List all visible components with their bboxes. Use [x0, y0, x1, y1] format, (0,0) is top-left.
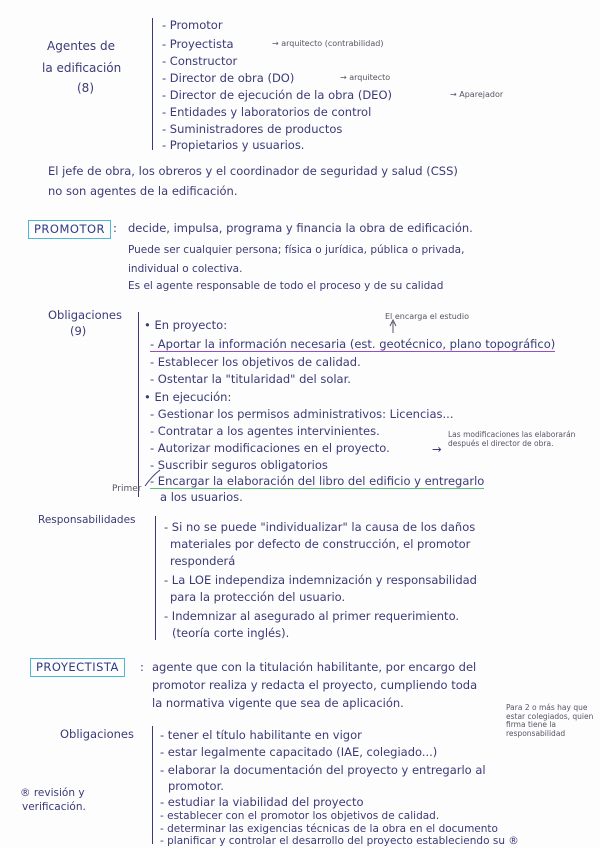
proy-oblig-item: promotor. [168, 779, 224, 793]
encarga-note: El encarga el estudio [385, 312, 469, 321]
resp-line: - La LOE independiza indemnización y responsabilidad [164, 573, 477, 587]
agente-item: - Entidades y laboratorios de control [162, 105, 372, 119]
agentes-title-1: Agentes de [47, 39, 115, 53]
proyectista-line: promotor realiza y redacta el proyecto, cumpliendo toda [152, 678, 478, 692]
proy-oblig-item: - planificar y controlar el desarrollo del proyecto estableciendo su ® [160, 835, 519, 847]
agente-item: - Proyectista [162, 37, 234, 51]
agentes-note-1: El jefe de obra, los obreros y el coordinador de seguridad y salud (CSS) [48, 164, 458, 178]
proyectista-line: agente que con la titulación habilitante, por encargo del [152, 660, 477, 674]
resp-line: para la protección del usuario. [170, 590, 346, 604]
agentes-title-2: la edificación [42, 61, 122, 75]
proy-oblig-item: - elaborar la documentación del proyecto y entregarlo al [160, 763, 486, 777]
ejecucion-item: - Contratar a los agentes intervinientes. [150, 424, 380, 438]
agente-note: → arquitecto (contrabilidad) [272, 39, 384, 48]
proyecto-item: - Establecer los objetivos de calidad. [150, 355, 361, 369]
agente-note: → arquitecto [340, 73, 391, 82]
ejecucion-item: - Encargar la elaboración del libro del edificio y entregarlo [150, 474, 485, 488]
promotor-line: Puede ser cualquier persona; física o jurídica, pública o privada, [128, 244, 465, 256]
proyecto-item: - Ostentar la "titularidad" del solar. [150, 372, 351, 386]
ejecucion-item: - Autorizar modificaciones en el proyecto. [150, 441, 390, 455]
obligaciones-brace [138, 312, 139, 497]
primer-note: Primer [112, 484, 142, 494]
colegiados-note: Para 2 o más hay que estar colegiados, quien firma tiene la responsabilidad [506, 703, 594, 738]
responsabilidades-brace [155, 516, 156, 640]
agente-item: - Director de obra (DO) [162, 71, 295, 85]
agente-note: → Aparejador [450, 90, 504, 99]
proyectista-line: la normativa vigente que sea de aplicación. [152, 696, 404, 710]
resp-line: - Si no se puede "individualizar" la causa de los daños [164, 520, 476, 534]
agente-item: - Suministradores de productos [162, 122, 343, 136]
mod-arrow: → [432, 442, 442, 456]
resp-line: (teoría corte inglés). [172, 626, 290, 640]
proyectista-label: PROYECTISTA [30, 658, 125, 677]
revision-note-2: verificación. [22, 801, 86, 813]
ejecucion-head: • En ejecución: [144, 390, 232, 404]
proy-oblig-item: - tener el título habilitante en vigor [160, 728, 362, 742]
responsabilidades-title: Responsabilidades [38, 514, 136, 526]
agentes-brace [152, 18, 153, 150]
obligaciones-count: (9) [70, 324, 87, 338]
resp-line: materiales por defecto de construcción, el promotor [170, 537, 471, 551]
proy-obligaciones-brace [152, 726, 153, 844]
promotor-line: decide, impulsa, programa y financia la obra de edificación. [128, 221, 473, 235]
modificaciones-note: Las modificaciones las elaborarán después el director de obra. [448, 430, 576, 448]
promotor-line: individual o colectiva. [128, 263, 243, 275]
ejecucion-item: - Suscribir seguros obligatorios [150, 458, 328, 472]
revision-note-1: ® revisión y [20, 787, 85, 799]
ejecucion-item: - Gestionar los permisos administrativos: Licencias... [150, 407, 454, 421]
proy-obligaciones-title: Obligaciones [60, 727, 134, 741]
resp-line: - Indemnizar al asegurado al primer requerimiento. [164, 609, 460, 623]
agente-item: - Constructor [162, 54, 238, 68]
resp-line: responderá [170, 554, 236, 568]
promotor-colon: : [113, 221, 117, 235]
obligaciones-title: Obligaciones [48, 308, 122, 322]
agente-item: - Director de ejecución de la obra (DEO) [162, 88, 392, 102]
proy-oblig-item: - estudiar la viabilidad del proyecto [160, 795, 364, 809]
agente-item: - Propietarios y usuarios. [162, 138, 305, 152]
agente-item: - Promotor [162, 18, 223, 32]
proyectista-colon: : [140, 660, 144, 674]
promotor-label: PROMOTOR [28, 220, 111, 239]
ejecucion-item: a los usuarios. [160, 490, 243, 504]
proy-oblig-item: - establecer con el promotor los objetivos de calidad. [160, 810, 440, 822]
agentes-note-2: no son agentes de la edificación. [48, 184, 238, 198]
proyecto-head: • En proyecto: [144, 318, 228, 332]
agentes-title-3: (8) [77, 81, 94, 95]
promotor-line: Es el agente responsable de todo el proceso y de su calidad [128, 280, 444, 292]
proy-oblig-item: - determinar las exigencias técnicas de la obra en el documento [160, 823, 498, 835]
proyecto-item: - Aportar la información necesaria (est. geotécnico, plano topográfico) [150, 337, 556, 351]
proy-oblig-item: - estar legalmente capacitado (IAE, colegiado...) [160, 745, 438, 759]
